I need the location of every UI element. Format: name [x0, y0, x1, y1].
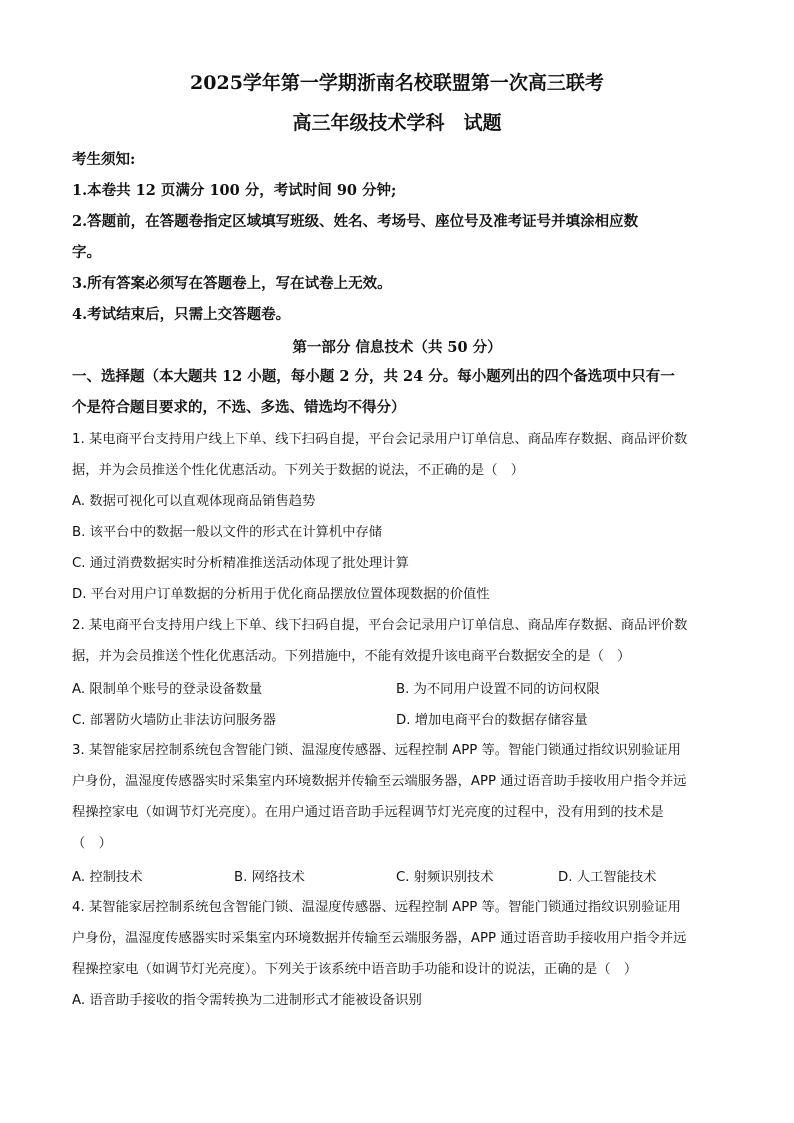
question-4-stem: 程操控家电（如调节灯光亮度）。下列关于该系统中语音助手功能和设计的说法，正确的是（ ）	[72, 962, 638, 977]
question-3-stem: 程操控家电（如调节灯光亮度）。在用户通过语音助手远程调节灯光亮度的过程中，没有用到的技术是	[72, 805, 664, 820]
question-1-option-d: D. 平台对用户订单数据的分析用于优化商品摆放位置体现数据的价值性	[72, 587, 490, 602]
question-4-stem: 4. 某智能家居控制系统包含智能门锁、温湿度传感器、远程控制 APP 等。智能门锁通过指纹识别验证用	[72, 900, 681, 915]
section-instruction: 一、选择题（本大题共 12 小题，每小题 2 分，共 24 分。每小题列出的四个备选项中只有一	[72, 368, 675, 385]
question-1-stem: 1. 某电商平台支持用户线上下单、线下扫码自提，平台会记录用户订单信息、商品库存数据、商品评价数	[72, 432, 688, 447]
exam-subtitle: 高三年级技术学科 试题	[292, 112, 502, 134]
question-1-option-a: A. 数据可视化可以直观体现商品销售趋势	[72, 494, 316, 509]
question-1-option-b: B. 该平台中的数据一般以文件的形式在计算机中存储	[72, 525, 383, 540]
notice-item: 字。	[72, 244, 101, 261]
question-3-stem: （ ）	[72, 836, 112, 851]
section-instruction: 个是符合题目要求的，不选、多选、错选均不得分）	[72, 399, 406, 416]
question-4-stem: 户身份，温湿度传感器实时采集室内环境数据并传输至云端服务器，APP 通过语音助手接收用户指令并远	[72, 931, 687, 946]
question-3-option-b: B. 网络技术	[234, 870, 305, 885]
notice-heading: 考生须知:	[72, 151, 136, 168]
question-2-option-d: D. 增加电商平台的数据存储容量	[396, 713, 588, 728]
question-4-option-a: A. 语音助手接收的指令需转换为二进制形式才能被设备识别	[72, 993, 422, 1008]
question-3-option-c: C. 射频识别技术	[396, 870, 494, 885]
exam-title: 2025学年第一学期浙南名校联盟第一次高三联考	[190, 72, 604, 94]
question-3-stem: 3. 某智能家居控制系统包含智能门锁、温湿度传感器、远程控制 APP 等。智能门锁通过指纹识别验证用	[72, 743, 681, 758]
question-1-option-c: C. 通过消费数据实时分析精准推送活动体现了批处理计算	[72, 556, 409, 571]
question-2-option-a: A. 限制单个账号的登录设备数量	[72, 682, 263, 697]
question-2-option-b: B. 为不同用户设置不同的访问权限	[396, 682, 600, 697]
question-2-stem: 据，并为会员推送个性化优惠活动。下列措施中，不能有效提升该电商平台数据安全的是（ ）	[72, 649, 631, 664]
question-3-option-a: A. 控制技术	[72, 870, 143, 885]
question-1-stem: 据，并为会员推送个性化优惠活动。下列关于数据的说法，不正确的是（ ）	[72, 463, 525, 478]
notice-item: 2.答题前，在答题卷指定区域填写班级、姓名、考场号、座位号及准考证号并填涂相应数	[72, 213, 639, 230]
part-title: 第一部分 信息技术（共 50 分）	[292, 339, 502, 356]
notice-item: 3.所有答案必须写在答题卷上，写在试卷上无效。	[72, 275, 392, 292]
notice-item: 4.考试结束后，只需上交答题卷。	[72, 306, 291, 323]
question-3-stem: 户身份，温湿度传感器实时采集室内环境数据并传输至云端服务器，APP 通过语音助手接收用户指令并远	[72, 774, 687, 789]
question-2-stem: 2. 某电商平台支持用户线上下单、线下扫码自提，平台会记录用户订单信息、商品库存数据、商品评价数	[72, 618, 688, 633]
question-3-option-d: D. 人工智能技术	[558, 870, 657, 885]
notice-item: 1.本卷共 12 页满分 100 分，考试时间 90 分钟;	[72, 182, 397, 199]
question-2-option-c: C. 部署防火墙防止非法访问服务器	[72, 713, 276, 728]
